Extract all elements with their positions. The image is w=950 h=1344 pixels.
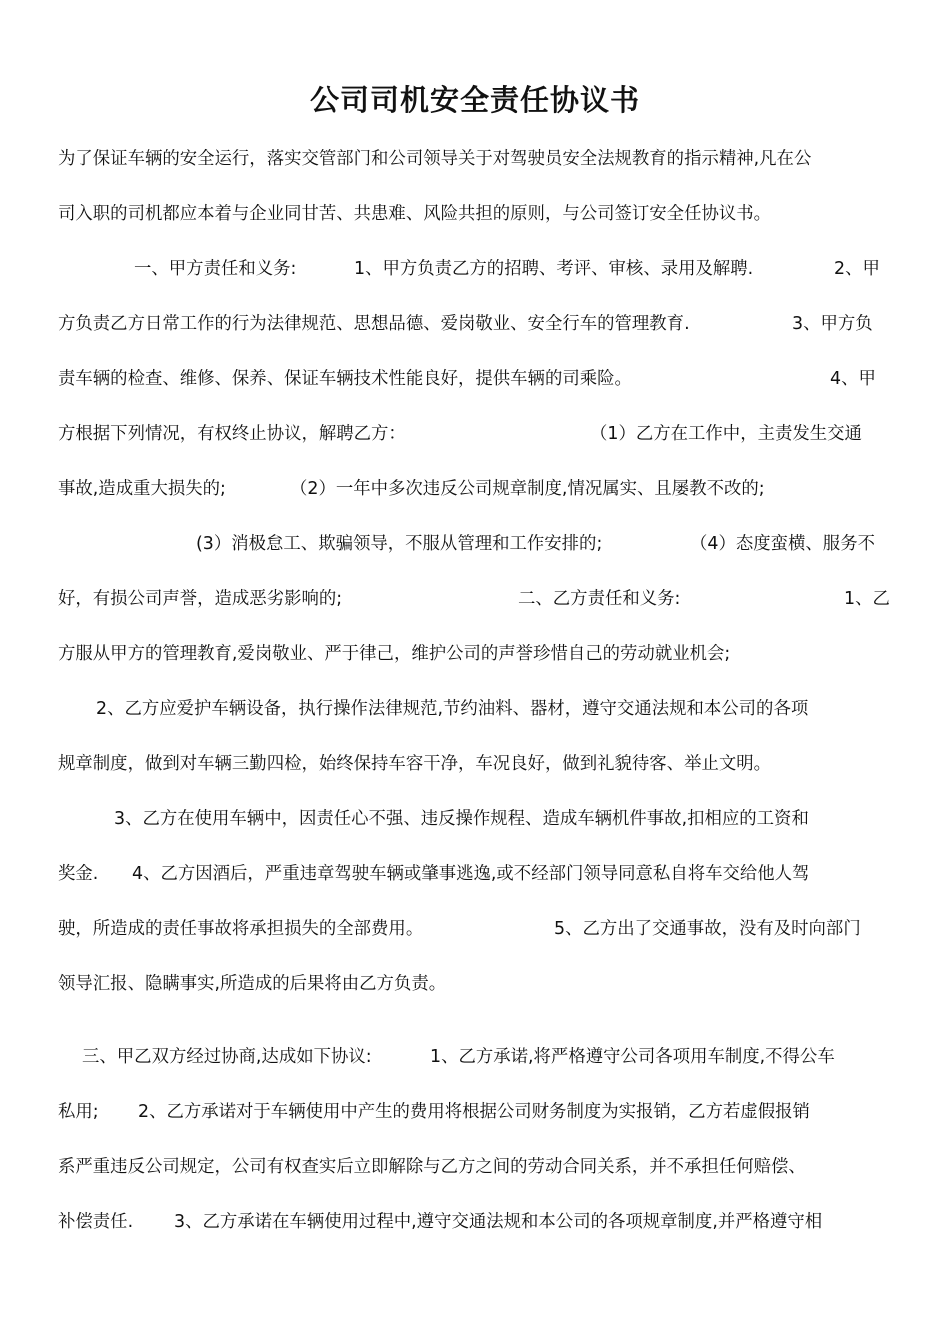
paragraph-line (58, 256, 892, 282)
text-segment: 领导汇报、隐瞒事实,所造成的后果将由乙方负责。 (58, 974, 447, 994)
paragraph-line (58, 1209, 892, 1235)
text-segment: 1、乙方承诺,将严格遵守公司各项用车制度,不得公车 (430, 1047, 835, 1067)
text-segment: 补偿责任. (58, 1212, 134, 1232)
text-segment: 事故,造成重大损失的; (58, 479, 226, 499)
paragraph-line (58, 971, 892, 997)
text-segment: 3、乙方在使用车辆中，因责任心不强、违反操作规程、造成车辆机件事故,扣相应的工资和 (114, 809, 809, 829)
paragraph-line (58, 311, 892, 337)
section-heading: 三、甲乙双方经过协商,达成如下协议: (82, 1047, 372, 1067)
paragraph-line (58, 366, 892, 392)
text-segment: (3）消极怠工、欺骗领导，不服从管理和工作安排的; (196, 534, 603, 554)
paragraph-line (58, 696, 892, 722)
text-segment: 5、乙方出了交通事故，没有及时向部门 (554, 919, 861, 939)
text-segment: 系严重违反公司规定，公司有权查实后立即解除与乙方之间的劳动合同关系，并不承担任何赔偿、 (58, 1157, 806, 1177)
text-segment: 2、甲 (834, 259, 880, 279)
text-segment: 私用; (58, 1102, 99, 1122)
paragraph-line (58, 531, 892, 557)
paragraph-line (58, 861, 892, 887)
text-segment: 规章制度，做到对车辆三勤四检，始终保持车容干净，车况良好，做到礼貌待客、举止文明。 (58, 754, 772, 774)
text-segment: 方根据下列情况，有权终止协议，解聘乙方： (58, 424, 406, 444)
paragraph-line (58, 806, 892, 832)
document-title: 公司司机安全责任协议书 (309, 83, 640, 117)
text-segment: 4、乙方因酒后，严重违章驾驶车辆或肇事逃逸,或不经部门领导同意私自将车交给他人驾 (132, 864, 810, 884)
text-segment: 司入职的司机都应本着与企业同甘苦、共患难、风险共担的原则，与公司签订安全任协议书。 (58, 204, 772, 224)
text-segment: 责车辆的检查、维修、保养、保证车辆技术性能良好，提供车辆的司乘险。 (58, 369, 632, 389)
text-segment: 4、甲 (830, 369, 876, 389)
paragraph-line (58, 1044, 892, 1070)
text-segment: 2、乙方应爱护车辆设备，执行操作法律规范,节约油料、器材，遵守交通法规和本公司的各项 (96, 699, 809, 719)
text-segment: 3、甲方负 (792, 314, 873, 334)
text-segment: （2）一年中多次违反公司规章制度,情况属实、且屡教不改的; (290, 479, 765, 499)
paragraph-line (58, 146, 892, 172)
text-segment: 方负责乙方日常工作的行为法律规范、思想品德、爱岗敬业、安全行车的管理教育. (58, 314, 690, 334)
paragraph-line (58, 641, 892, 667)
text-segment: 为了保证车辆的安全运行，落实交管部门和公司领导关于对驾驶员安全法规教育的指示精神,凡在公 (58, 149, 812, 169)
text-segment: 2、乙方承诺对于车辆使用中产生的费用将根据公司财务制度为实报销，乙方若虚假报销 (138, 1102, 810, 1122)
text-segment: 1、甲方负责乙方的招聘、考评、审核、录用及解聘. (354, 259, 754, 279)
text-segment: （1）乙方在工作中，主责发生交通 (590, 424, 862, 444)
paragraph-line (58, 751, 892, 777)
text-segment: 3、乙方承诺在车辆使用过程中,遵守交通法规和本公司的各项规章制度,并严格遵守相 (174, 1212, 823, 1232)
text-segment: 驶，所造成的责任事故将承担损失的全部费用。 (58, 919, 424, 939)
text-segment: （4）态度蛮横、服务不 (690, 534, 875, 554)
section-heading: 二、乙方责任和义务: (518, 589, 681, 609)
text-segment: 奖金. (58, 864, 99, 884)
paragraph-line (58, 586, 892, 612)
text-segment: 1、乙 (844, 589, 890, 609)
paragraph-line (58, 476, 892, 502)
section-heading: 一、甲方责任和义务: (134, 259, 297, 279)
paragraph-line (58, 421, 892, 447)
text-segment: 方服从甲方的管理教育,爱岗敬业、严于律己，维护公司的声誉珍惜自己的劳动就业机会; (58, 644, 731, 664)
paragraph-line (58, 1099, 892, 1125)
text-segment: 好，有损公司声誉，造成恶劣影响的; (58, 589, 343, 609)
paragraph-line (58, 1154, 892, 1180)
paragraph-line (58, 916, 892, 942)
paragraph-line (58, 201, 892, 227)
